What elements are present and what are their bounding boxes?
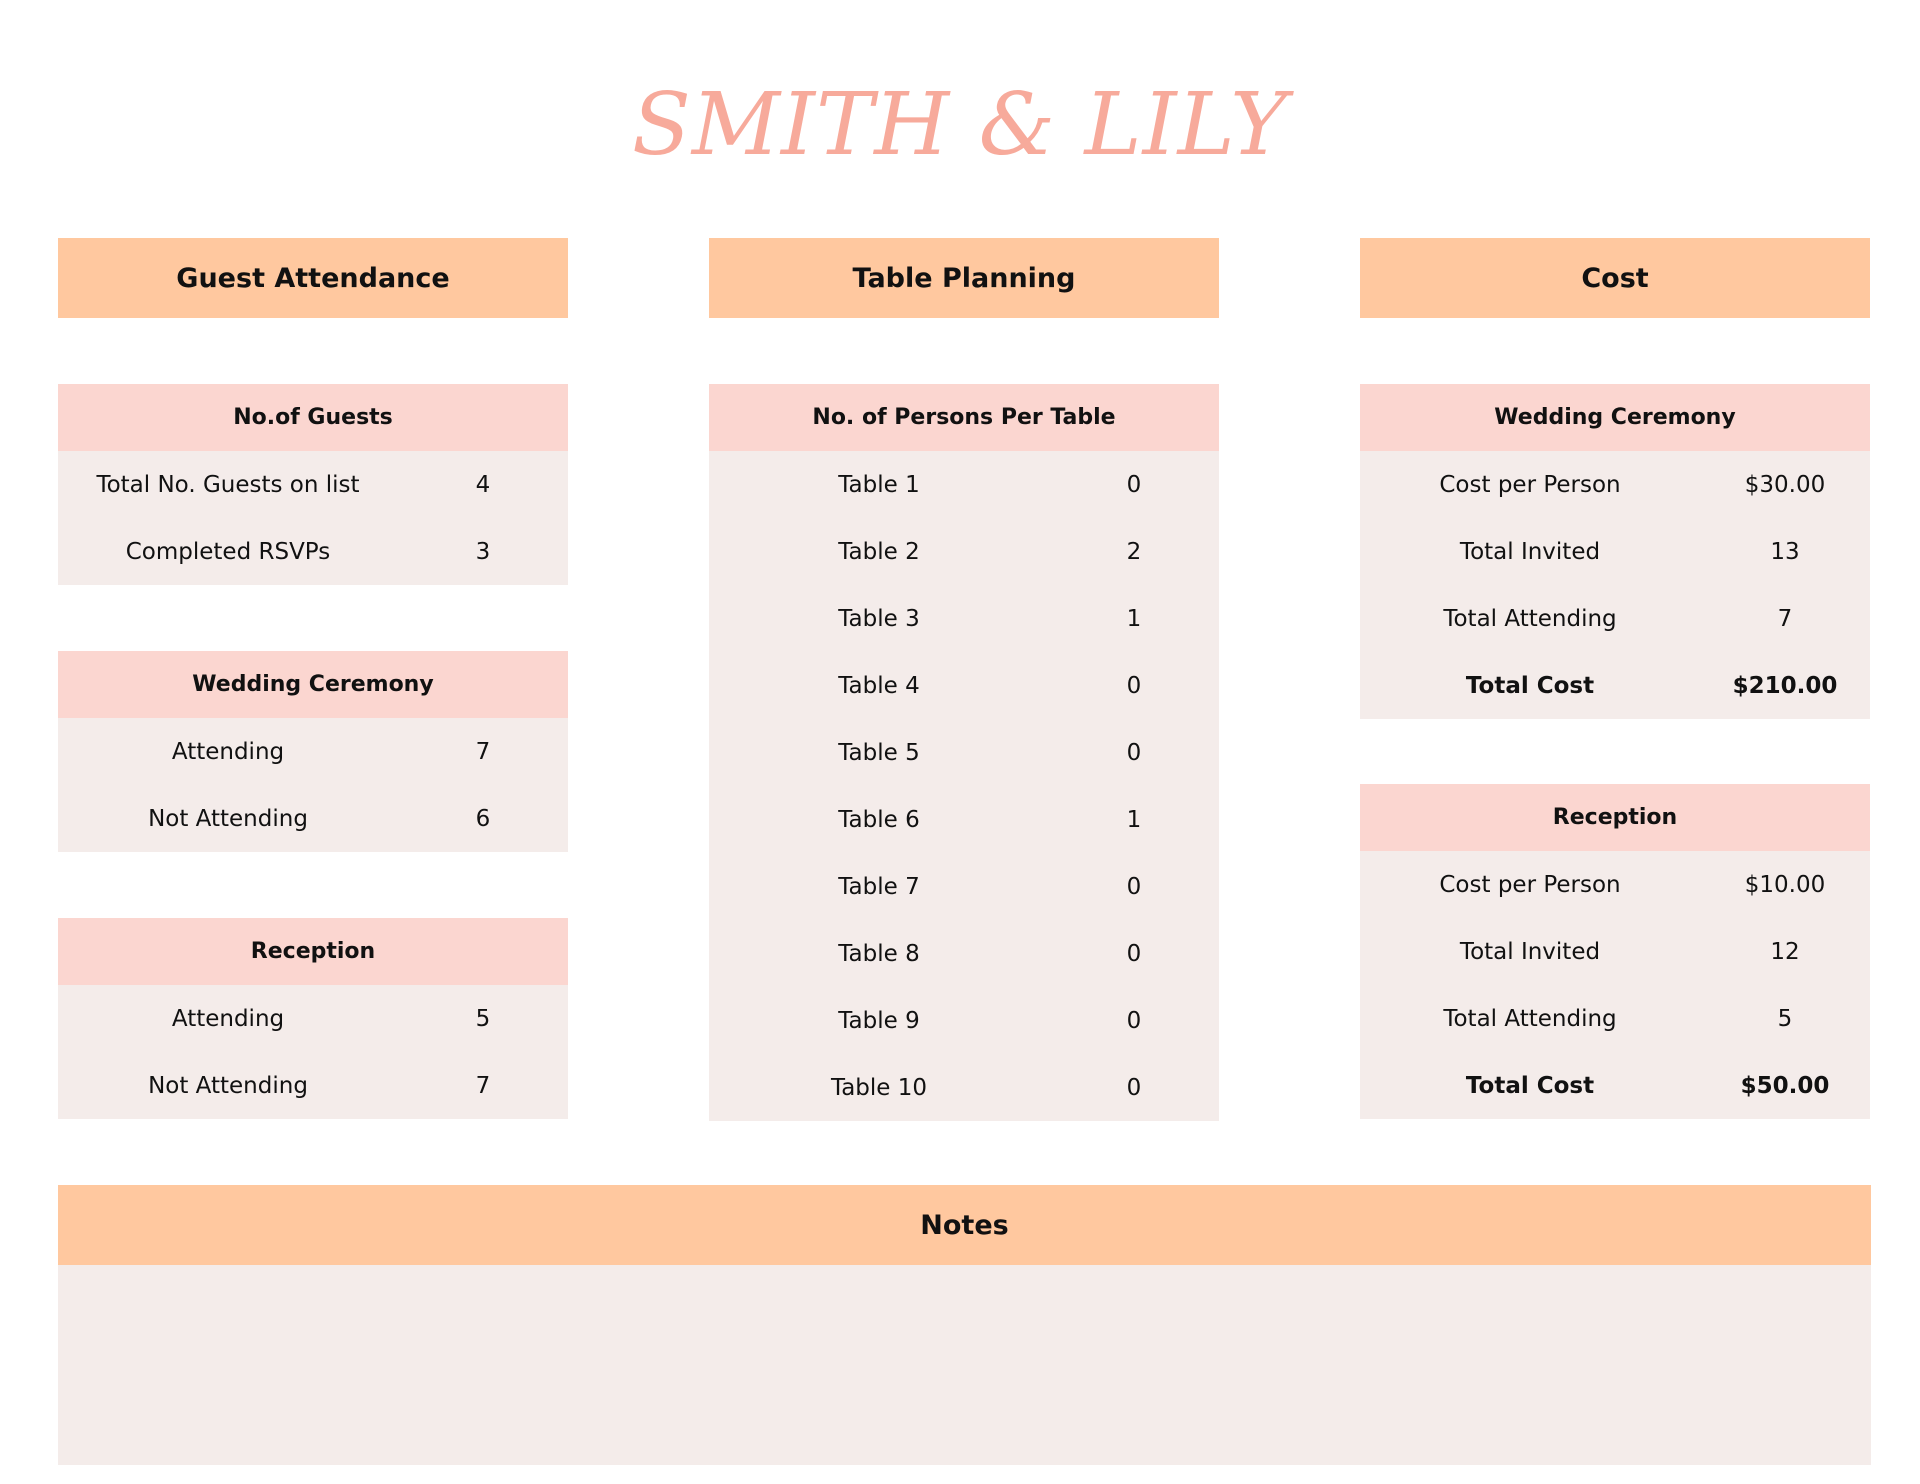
cost-ceremony-title: Wedding Ceremony: [1360, 384, 1870, 451]
row-label: Table 1: [838, 471, 920, 498]
notes-section: [58, 1185, 1871, 1465]
table-row: [709, 987, 1219, 1054]
total-cost-row: [1360, 652, 1870, 719]
table-row: [709, 1054, 1219, 1121]
row-label: Completed RSVPs: [125, 538, 331, 565]
row-value: 0: [1126, 940, 1142, 967]
row-label: Table 5: [838, 739, 920, 766]
persons-per-table-block: [709, 384, 1219, 1121]
row-label: Total Cost: [1465, 1072, 1595, 1099]
notes-header: Notes: [58, 1185, 1871, 1265]
table-row: [58, 785, 568, 852]
table-row: [709, 920, 1219, 987]
cost-ceremony-block: [1360, 384, 1870, 719]
row-label: Table 10: [830, 1074, 928, 1101]
table-row: [1360, 918, 1870, 985]
table-planning-header: Table Planning: [709, 238, 1219, 318]
row-value: 2: [1126, 538, 1142, 565]
row-label: Table 2: [838, 538, 920, 565]
table-row: [1360, 451, 1870, 518]
row-value: 7: [475, 1072, 491, 1099]
row-value: 5: [475, 1005, 491, 1032]
guest-reception-title: Reception: [58, 918, 568, 985]
row-label: Total Invited: [1459, 538, 1601, 565]
row-value: 6: [475, 805, 491, 832]
row-label: Cost per Person: [1439, 471, 1621, 498]
row-value: $50.00: [1740, 1072, 1830, 1099]
table-row: [709, 652, 1219, 719]
persons-per-table-title: No. of Persons Per Table: [709, 384, 1219, 451]
row-label: Total No. Guests on list: [96, 471, 360, 498]
cost-reception-title: Reception: [1360, 784, 1870, 851]
table-planning-column: [709, 238, 1219, 1118]
guest-ceremony-block: [58, 651, 568, 852]
row-label: Table 6: [838, 806, 920, 833]
table-row: [1360, 518, 1870, 585]
table-row: [58, 518, 568, 585]
no-of-guests-block: [58, 384, 568, 585]
row-label: Table 9: [838, 1007, 920, 1034]
row-label: Total Attending: [1443, 605, 1617, 632]
row-label: Not Attending: [148, 1072, 308, 1099]
table-row: [58, 718, 568, 785]
row-label: Attending: [171, 738, 285, 765]
cost-column: [1360, 238, 1870, 1118]
table-row: [58, 451, 568, 518]
table-row: [709, 786, 1219, 853]
row-label: Not Attending: [148, 805, 308, 832]
total-cost-row: [1360, 1052, 1870, 1119]
table-row: [709, 451, 1219, 518]
row-value: 7: [475, 738, 491, 765]
row-value: $30.00: [1744, 471, 1826, 498]
table-row: [709, 585, 1219, 652]
row-label: Table 8: [838, 940, 920, 967]
cost-reception-block: [1360, 784, 1870, 1119]
row-label: Total Cost: [1465, 672, 1595, 699]
table-row: [1360, 985, 1870, 1052]
guest-reception-block: [58, 918, 568, 1119]
row-value: 0: [1126, 672, 1142, 699]
row-label: Attending: [171, 1005, 285, 1032]
row-label: Table 7: [838, 873, 920, 900]
guest-attendance-column: [58, 238, 568, 1118]
table-row: [58, 1052, 568, 1119]
row-value: 5: [1777, 1005, 1793, 1032]
table-row: [1360, 585, 1870, 652]
row-value: 4: [475, 471, 491, 498]
table-row: [58, 985, 568, 1052]
row-value: 12: [1770, 938, 1800, 965]
table-row: [709, 518, 1219, 585]
row-value: 3: [475, 538, 491, 565]
row-value: 0: [1126, 1007, 1142, 1034]
row-label: Total Attending: [1443, 1005, 1617, 1032]
row-value: 13: [1770, 538, 1800, 565]
row-value: 0: [1126, 471, 1142, 498]
cost-header: Cost: [1360, 238, 1870, 318]
row-value: 7: [1777, 605, 1793, 632]
table-row: [709, 853, 1219, 920]
row-value: 1: [1126, 806, 1142, 833]
row-value: 1: [1126, 605, 1142, 632]
row-value: $210.00: [1732, 672, 1838, 699]
row-label: Total Invited: [1459, 938, 1601, 965]
row-value: 0: [1126, 739, 1142, 766]
page-title: SMITH & LILY: [632, 75, 1288, 175]
table-row: [709, 719, 1219, 786]
row-value: $10.00: [1744, 871, 1826, 898]
notes-body[interactable]: [58, 1265, 1871, 1465]
guest-attendance-header: Guest Attendance: [58, 238, 568, 318]
no-of-guests-title: No.of Guests: [58, 384, 568, 451]
row-label: Cost per Person: [1439, 871, 1621, 898]
row-label: Table 3: [838, 605, 920, 632]
row-value: 0: [1126, 873, 1142, 900]
table-row: [1360, 851, 1870, 918]
row-label: Table 4: [838, 672, 920, 699]
guest-ceremony-title: Wedding Ceremony: [58, 651, 568, 718]
row-value: 0: [1126, 1074, 1142, 1101]
